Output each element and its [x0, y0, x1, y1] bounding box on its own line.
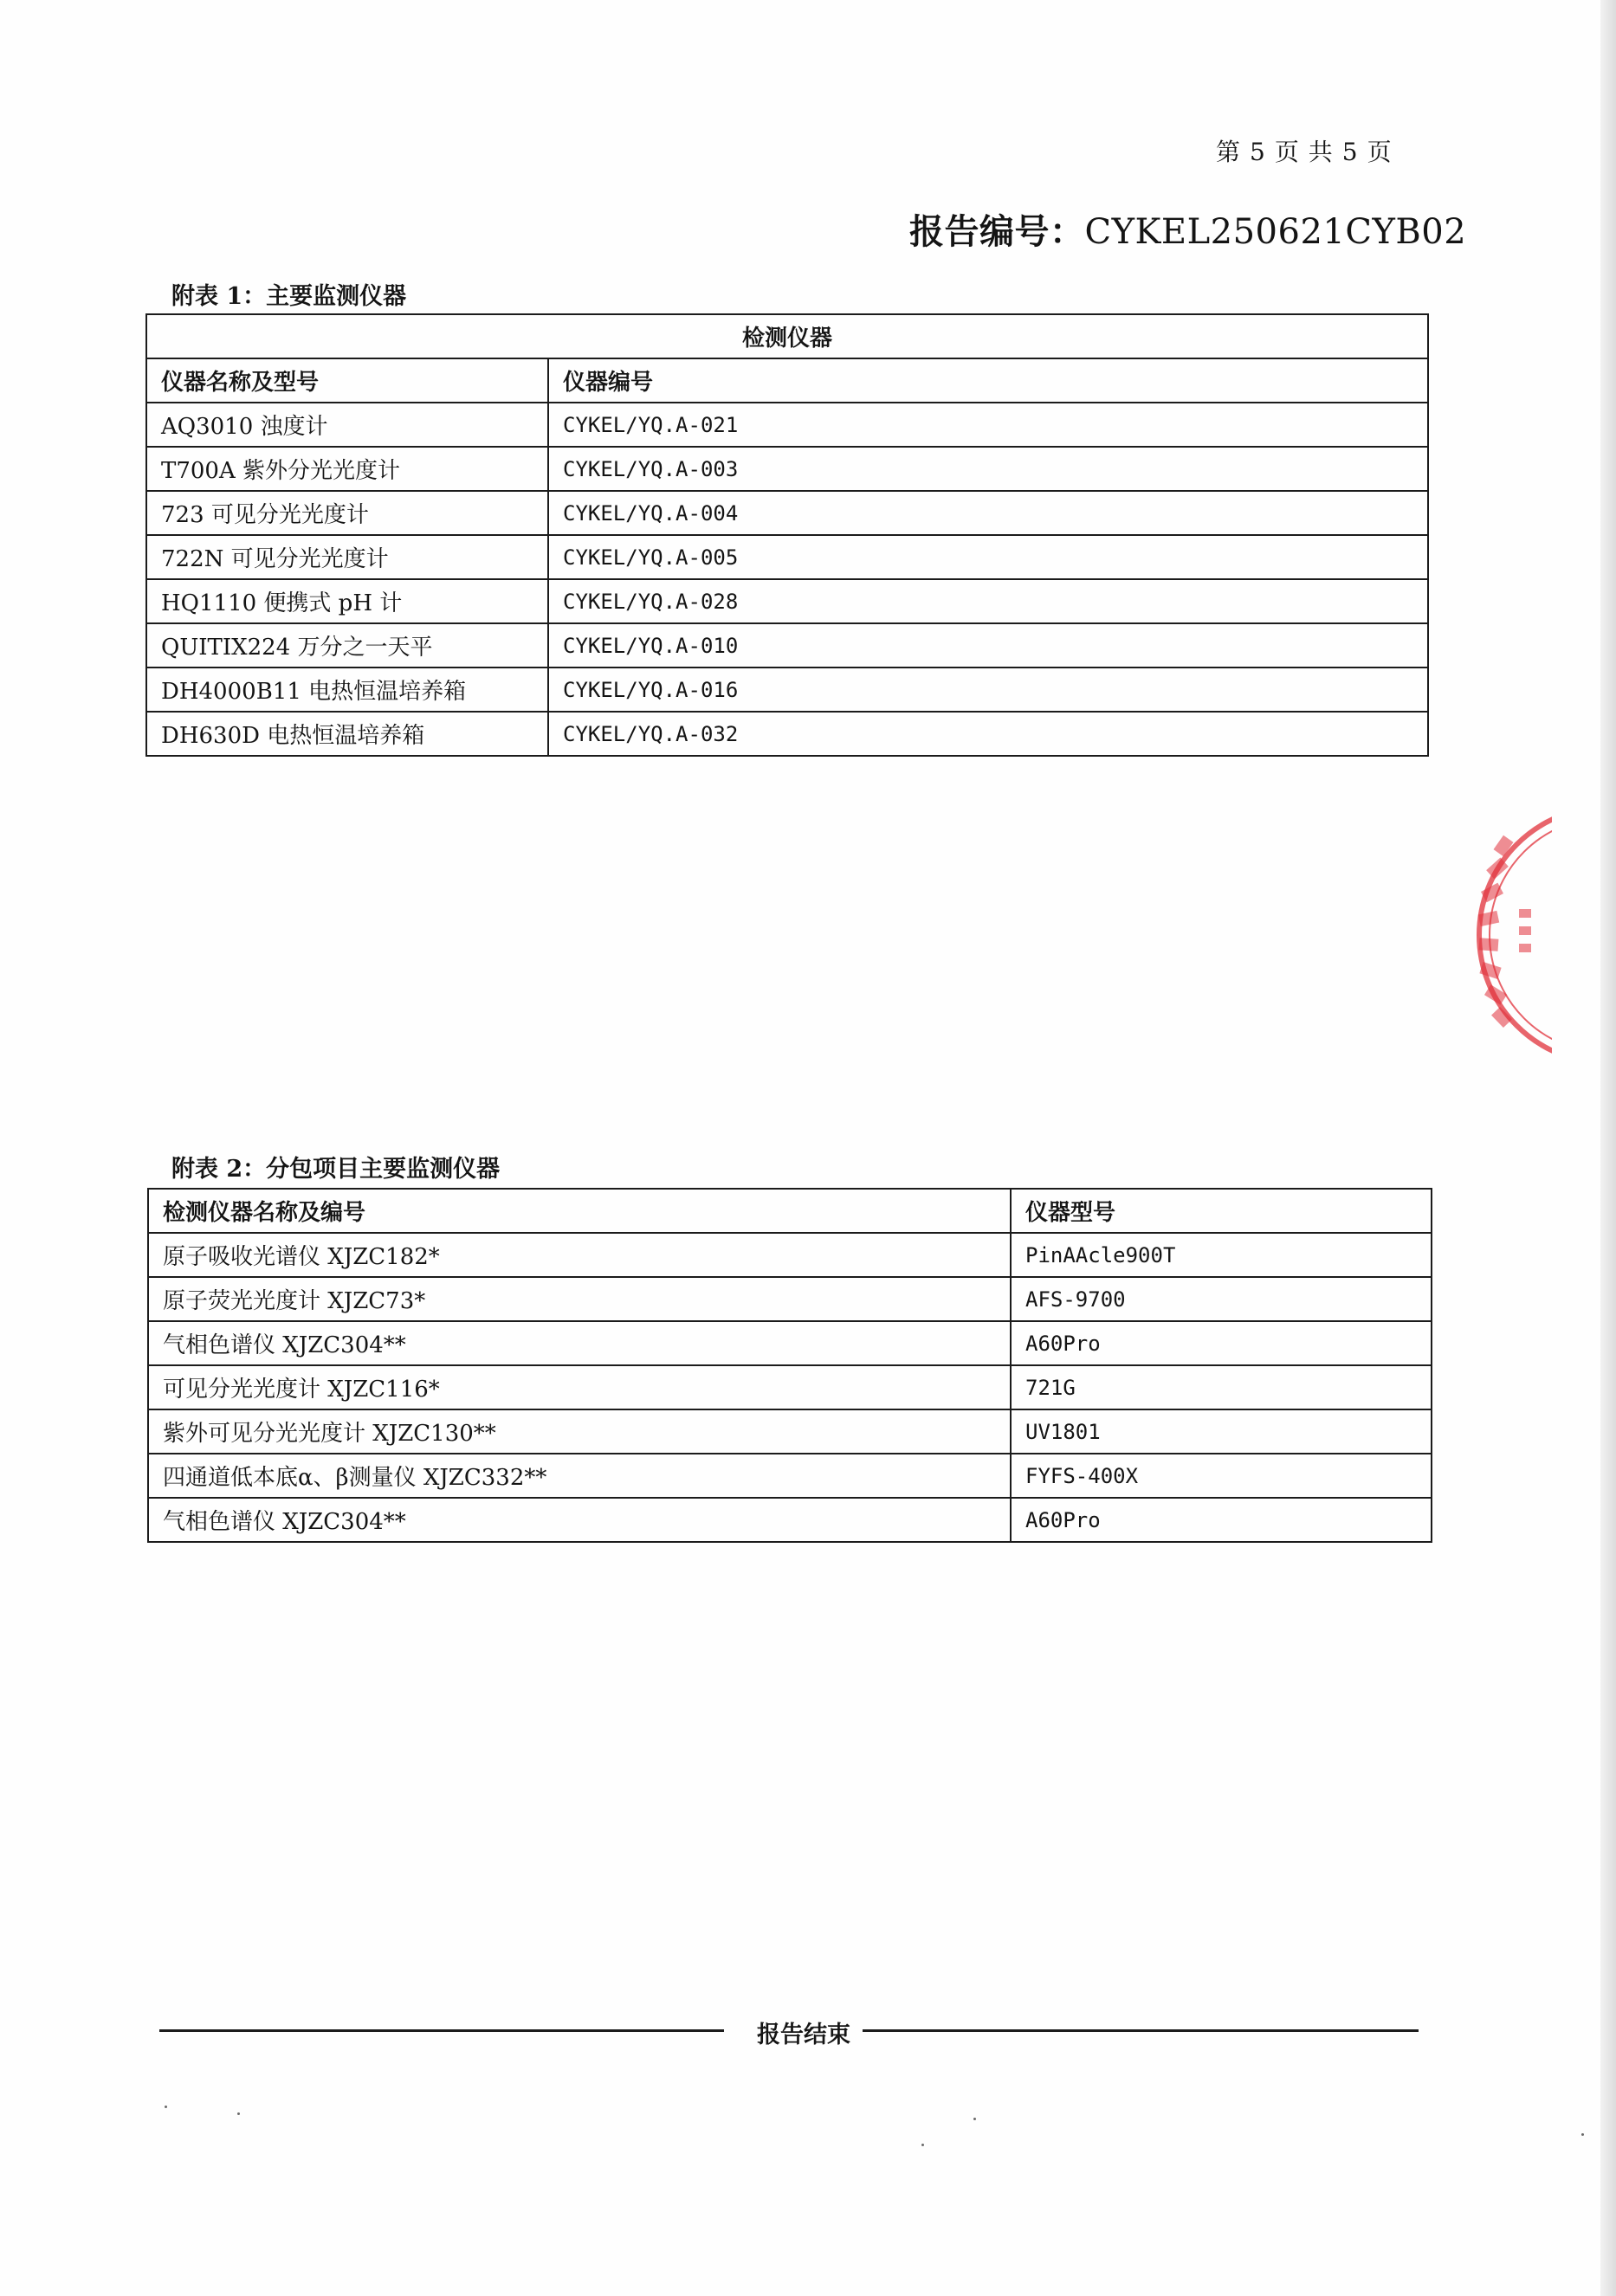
instrument-name-cell: HQ1110 便携式 pH 计	[146, 579, 548, 623]
official-seal-stamp	[1469, 805, 1552, 1065]
table-row	[146, 447, 1428, 491]
instrument-model-cell: AFS-9700	[1011, 1277, 1432, 1321]
table1-title: 附表 1：主要监测仪器	[171, 283, 407, 310]
instrument-name-cell: 原子吸收光谱仪 XJZC182*	[148, 1233, 1011, 1277]
page-number	[1216, 133, 1401, 168]
table-row	[148, 1321, 1432, 1365]
table-column-header-row	[146, 358, 1428, 403]
instrument-model-cell: PinAAcle900T	[1011, 1233, 1432, 1277]
instrument-name-cell: 可见分光光度计 XJZC116*	[148, 1365, 1011, 1409]
page-middle: 页 共	[1274, 138, 1334, 166]
instrument-name-cell: 四通道低本底α、β测量仪 XJZC332**	[148, 1454, 1011, 1498]
end-divider-right	[863, 2029, 1419, 2032]
column-header: 检测仪器名称及编号	[148, 1189, 1011, 1233]
instrument-code-cell: CYKEL/YQ.A-032	[548, 712, 1428, 756]
page-suffix: 页	[1367, 138, 1393, 166]
table2-title: 附表 2：分包项目主要监测仪器	[171, 1156, 501, 1183]
instrument-code-cell: CYKEL/YQ.A-021	[548, 403, 1428, 447]
instrument-model-cell: A60Pro	[1011, 1498, 1432, 1542]
instrument-code-cell: CYKEL/YQ.A-005	[548, 535, 1428, 579]
seal-icon	[1469, 805, 1552, 1065]
report-number	[909, 204, 1466, 254]
table-row	[148, 1233, 1432, 1277]
page-total: 5	[1341, 138, 1359, 166]
instrument-name-cell: 723 可见分光光度计	[146, 491, 548, 535]
page-current: 5	[1250, 138, 1266, 166]
table-row	[146, 403, 1428, 447]
table-row	[146, 535, 1428, 579]
table-row	[146, 491, 1428, 535]
instrument-name-cell: AQ3010 浊度计	[146, 403, 548, 447]
table-header-main: 检测仪器	[146, 314, 1428, 358]
scan-speck	[237, 2112, 240, 2115]
scan-speck	[921, 2144, 924, 2146]
instrument-name-cell: T700A 紫外分光光度计	[146, 447, 548, 491]
table-row	[146, 712, 1428, 756]
scan-speck	[973, 2118, 976, 2120]
report-number-value: CYKEL250621CYB02	[1084, 212, 1467, 252]
instrument-name-cell: 紫外可见分光光度计 XJZC130**	[148, 1409, 1011, 1454]
instrument-name-cell: 气相色谱仪 XJZC304**	[148, 1498, 1011, 1542]
instrument-model-cell: 721G	[1011, 1365, 1432, 1409]
instrument-code-cell: CYKEL/YQ.A-004	[548, 491, 1428, 535]
page-prefix: 第	[1216, 138, 1242, 166]
table-row	[148, 1454, 1432, 1498]
scan-speck	[1581, 2133, 1584, 2136]
report-number-label: 报告编号：	[909, 211, 1085, 252]
instrument-model-cell: UV1801	[1011, 1409, 1432, 1454]
instrument-name-cell: 原子荧光光度计 XJZC73*	[148, 1277, 1011, 1321]
page-edge-shadow	[1600, 0, 1616, 2296]
scan-speck	[165, 2106, 167, 2108]
table-column-header-row	[148, 1189, 1432, 1233]
table-row	[148, 1498, 1432, 1542]
instrument-code-cell: CYKEL/YQ.A-010	[548, 623, 1428, 668]
instrument-name-cell: QUITIX224 万分之一天平	[146, 623, 548, 668]
table-row	[148, 1365, 1432, 1409]
column-header: 仪器型号	[1011, 1189, 1432, 1233]
instrument-name-cell: DH4000B11 电热恒温培养箱	[146, 668, 548, 712]
instrument-name-cell: 气相色谱仪 XJZC304**	[148, 1321, 1011, 1365]
table-row	[146, 623, 1428, 668]
column-header: 仪器名称及型号	[146, 358, 548, 403]
instrument-name-cell: 722N 可见分光光度计	[146, 535, 548, 579]
end-divider-left	[159, 2029, 724, 2032]
table-header-row	[146, 314, 1428, 358]
instrument-table-1	[145, 313, 1429, 757]
instrument-name-cell: DH630D 电热恒温培养箱	[146, 712, 548, 756]
instrument-code-cell: CYKEL/YQ.A-028	[548, 579, 1428, 623]
table-row	[148, 1409, 1432, 1454]
table-row	[146, 668, 1428, 712]
instrument-code-cell: CYKEL/YQ.A-016	[548, 668, 1428, 712]
table-row	[148, 1277, 1432, 1321]
table-row	[146, 579, 1428, 623]
instrument-code-cell: CYKEL/YQ.A-003	[548, 447, 1428, 491]
instrument-model-cell: A60Pro	[1011, 1321, 1432, 1365]
report-end-text: 报告结束	[757, 2022, 850, 2048]
instrument-table-2	[147, 1188, 1432, 1543]
instrument-model-cell: FYFS-400X	[1011, 1454, 1432, 1498]
column-header: 仪器编号	[548, 358, 1428, 403]
